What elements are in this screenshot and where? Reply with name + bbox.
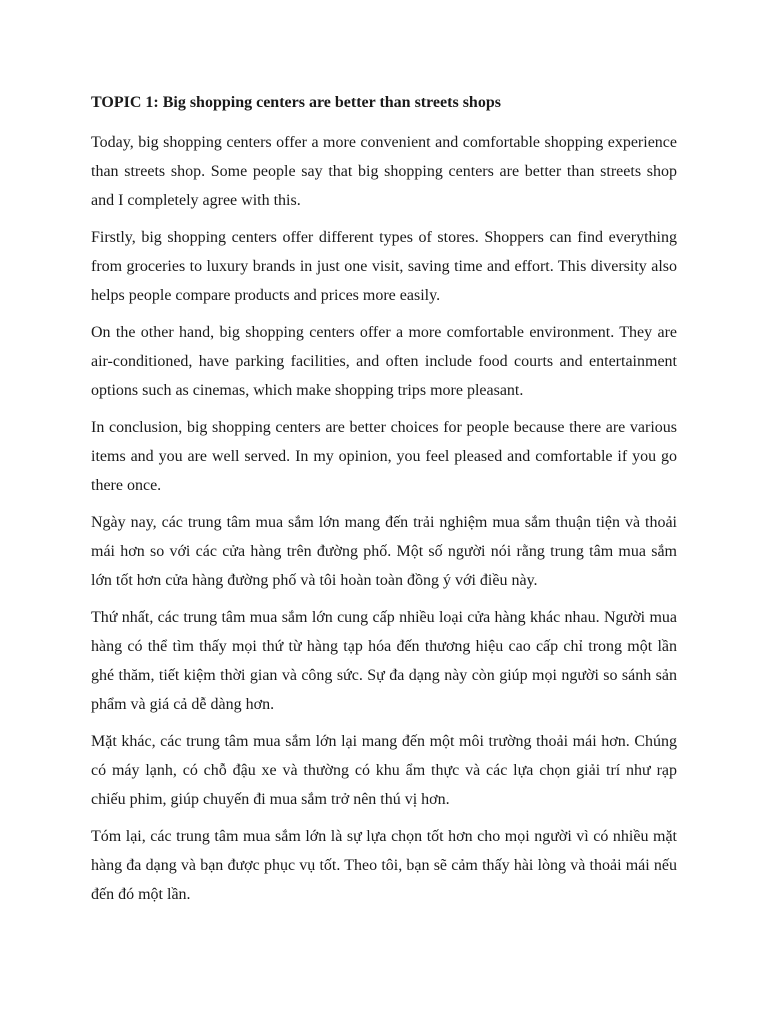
paragraph-other-hand-vi: Mặt khác, các trung tâm mua sắm lớn lại mang đến một môi trường thoải mái hơn. Chúng có máy lạnh, có chỗ đậu xe và thường có khu ẩm thực và các lựa chọn giải trí như rạp chiếu phim, giúp chuyến đi mua sắm trở nên thú vị hơn. — [91, 733, 677, 808]
paragraph-intro-en: Today, big shopping centers offer a more convenient and comfortable shopping experience than streets shop. Some people say that big shopping centers are better than streets shop and I completely agree with this. — [91, 134, 677, 209]
document-title: TOPIC 1: Big shopping centers are better than streets shops — [91, 94, 501, 111]
document-body — [91, 92, 677, 917]
paragraph-intro-vi: Ngày nay, các trung tâm mua sắm lớn mang đến trải nghiệm mua sắm thuận tiện và thoải mái hơn so với các cửa hàng trên đường phố. Một số người nói rằng trung tâm mua sắm lớn tốt hơn cửa hàng đường phố và tôi hoàn toàn đồng ý với điều này. — [91, 514, 677, 589]
paragraph-firstly-vi: Thứ nhất, các trung tâm mua sắm lớn cung cấp nhiều loại cửa hàng khác nhau. Người mua hàng có thể tìm thấy mọi thứ từ hàng tạp hóa đến thương hiệu cao cấp chỉ trong một lần ghé thăm, tiết kiệm thời gian và công sức. Sự đa dạng này còn giúp mọi người so sánh sản phẩm và giá cả dễ dàng hơn. — [91, 609, 677, 713]
paragraph-conclusion-en: In conclusion, big shopping centers are better choices for people because there are various items and you are well served. In my opinion, you feel pleased and comfortable if you go there once. — [91, 419, 677, 494]
paragraph-other-hand-en: On the other hand, big shopping centers offer a more comfortable environment. They are air-conditioned, have parking facilities, and often include food courts and entertainment options such as cinemas, which make shopping trips more pleasant. — [91, 324, 677, 399]
paragraph-firstly-en: Firstly, big shopping centers offer different types of stores. Shoppers can find everything from groceries to luxury brands in just one visit, saving time and effort. This diversity also helps people compare products and prices more easily. — [91, 229, 677, 304]
paragraph-conclusion-vi: Tóm lại, các trung tâm mua sắm lớn là sự lựa chọn tốt hơn cho mọi người vì có nhiều mặt hàng đa dạng và bạn được phục vụ tốt. Theo tôi, bạn sẽ cảm thấy hài lòng và thoải mái nếu đến đó một lần. — [91, 828, 677, 903]
